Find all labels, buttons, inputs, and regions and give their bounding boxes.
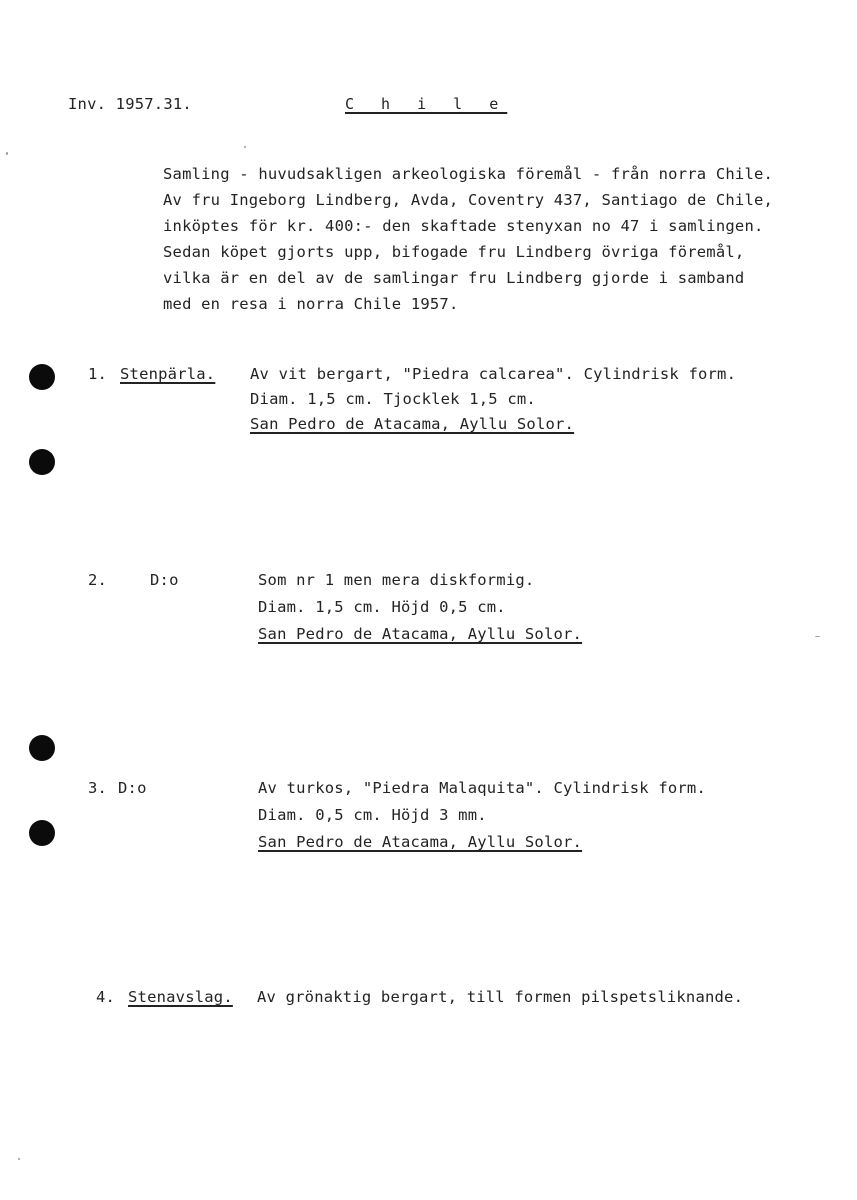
scan-speck — [6, 152, 8, 155]
item-number: 1. — [88, 365, 108, 383]
punch-hole — [29, 364, 55, 390]
item-name: D:o — [150, 571, 179, 589]
punch-hole — [29, 735, 55, 761]
scan-speck — [244, 146, 246, 148]
scan-speck — [18, 1158, 20, 1160]
item-description: Av vit bergart, "Piedra calcarea". Cylindrisk form. — [250, 365, 737, 383]
item-dimensions: Diam. 0,5 cm. Höjd 3 mm. — [258, 806, 487, 824]
item-place: San Pedro de Atacama, Ayllu Solor. — [250, 415, 575, 433]
item-number: 3. — [88, 779, 108, 797]
punch-hole — [29, 449, 55, 475]
item-dimensions: Diam. 1,5 cm. Höjd 0,5 cm. — [258, 598, 506, 616]
scan-speck — [815, 636, 820, 637]
item-place: San Pedro de Atacama, Ayllu Solor. — [258, 625, 583, 643]
intro-line: Sedan köpet gjorts upp, bifogade fru Lindberg övriga föremål, — [163, 243, 745, 261]
item-number: 2. — [88, 571, 108, 589]
intro-line: inköptes för kr. 400:- den skaftade stenyxan no 47 i samlingen. — [163, 217, 764, 235]
intro-line: med en resa i norra Chile 1957. — [163, 295, 459, 313]
item-name: Stenavslag. — [128, 988, 233, 1006]
item-name: Stenpärla. — [120, 365, 216, 383]
inventory-number: Inv. 1957.31. — [68, 95, 192, 113]
item-place: San Pedro de Atacama, Ayllu Solor. — [258, 833, 583, 851]
item-description: Av turkos, "Piedra Malaquita". Cylindrisk form. — [258, 779, 706, 797]
intro-line: vilka är en del av de samlingar fru Lindberg gjorde i samband — [163, 269, 745, 287]
page-title: C h i l e — [345, 95, 508, 113]
item-dimensions: Diam. 1,5 cm. Tjocklek 1,5 cm. — [250, 390, 536, 408]
punch-hole — [29, 820, 55, 846]
item-name: D:o — [118, 779, 147, 797]
item-description: Som nr 1 men mera diskformig. — [258, 571, 535, 589]
intro-line: Samling - huvudsakligen arkeologiska föremål - från norra Chile. — [163, 165, 774, 183]
intro-line: Av fru Ingeborg Lindberg, Avda, Coventry 437, Santiago de Chile, — [163, 191, 774, 209]
item-number: 4. — [96, 988, 116, 1006]
item-description: Av grönaktig bergart, till formen pilspetsliknande. — [257, 988, 744, 1006]
